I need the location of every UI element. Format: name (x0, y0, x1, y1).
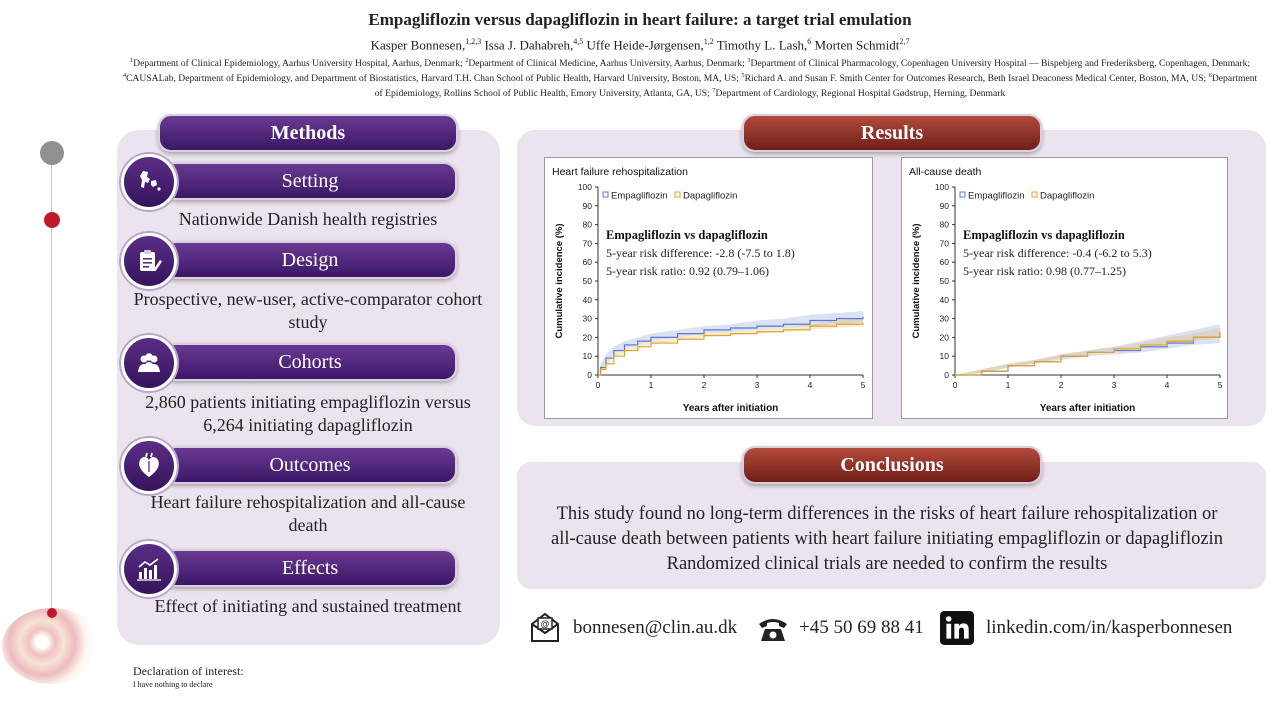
conclusion-line: Randomized clinical trials are needed to confirm the results (666, 554, 1108, 574)
svg-text:@: @ (540, 619, 550, 629)
clipboard-pen-icon (121, 233, 177, 289)
author-name: Issa J. Dahabreh, (481, 37, 574, 53)
methods-section-text: Heart failure rehospitalization and all-cause death (150, 492, 466, 535)
y-tick-label: 70 (582, 238, 592, 249)
y-tick-label: 40 (939, 294, 949, 305)
affiliation-text: Department of Clinical Medicine, Aarhus University, Aarhus, Denmark; (468, 58, 748, 70)
methods-section-label: Effects (163, 549, 457, 587)
timeline-dot-gray (40, 141, 64, 165)
author-affiliation-number: 4,5 (573, 37, 584, 46)
legend-label: Empagliflozin (611, 190, 668, 202)
x-tick-label: 1 (1005, 380, 1011, 390)
affiliation-text: Department of Clinical Epidemiology, Aarhus University Hospital, Aarhus, Denmark; (133, 58, 466, 70)
author-affiliation-number: 2,7 (899, 37, 910, 46)
contact-email[interactable]: bonnesen@clin.au.dk (573, 617, 738, 638)
affiliation-number: 6 (1208, 71, 1212, 79)
methods-section-text: Effect of initiating and sustained treatment (154, 596, 462, 616)
author-name: Timothy L. Lash, (713, 37, 808, 53)
legend-swatch (960, 192, 965, 197)
y-tick-label: 70 (939, 238, 949, 249)
declaration-heading: Declaration of interest: (133, 664, 244, 678)
affiliation-number: 3 (747, 57, 751, 64)
contact-linkedin[interactable]: linkedin.com/in/kasperbonnesen (986, 617, 1233, 638)
annotation-risk-ratio: 5-year risk ratio: 0.92 (0.79–1.06) (606, 264, 769, 278)
methods-section-text: 2,860 patients initiating empagliflozin versus 6,264 initiating dapagliflozin (145, 392, 471, 435)
legend-label: Dapagliflozin (683, 190, 738, 202)
y-tick-label: 80 (939, 219, 949, 230)
y-tick-label: 60 (582, 257, 592, 268)
bar-chart-icon (121, 541, 177, 597)
x-tick-label: 2 (1058, 380, 1064, 390)
y-axis-label: Cumulative incidence (%) (911, 223, 922, 339)
affiliation-text: Richard A. and Susan F. Smith Center for Outcomes Research, Beth Israel Deaconess Medical Center, Boston, MA, US; (744, 72, 1209, 84)
affiliation-text: CAUSALab, Department of Epidemiology, and Department of Biostatistics, Harvard T.H. Chan School of Public Health, Harvard University, Boston, MA, US; (126, 72, 742, 84)
methods-heading: Methods (158, 114, 458, 152)
contact-phone[interactable]: +45 50 69 88 41 (799, 617, 924, 638)
legend-swatch (1032, 192, 1037, 197)
chart-hf-rehospitalization-svg (545, 158, 872, 418)
chart-title: All-cause death (909, 166, 982, 178)
y-tick-label: 0 (587, 370, 592, 380)
declaration-text: I have nothing to declare (133, 680, 213, 689)
annotation-risk-difference: 5-year risk difference: -0.4 (-6.2 to 5.3) (963, 246, 1152, 260)
y-tick-label: 60 (939, 257, 949, 268)
y-tick-label: 10 (939, 351, 949, 362)
chart-all-cause-death (901, 157, 1228, 419)
x-tick-label: 4 (1164, 380, 1170, 390)
annotation-heading: Empagliflozin vs dapagliflozin (963, 228, 1125, 242)
author-name: Uffe Heide-Jørgensen, (583, 37, 704, 53)
y-tick-label: 50 (582, 276, 592, 286)
annotation-risk-difference: 5-year risk difference: -2.8 (-7.5 to 1.8) (606, 246, 795, 260)
methods-section-text: Nationwide Danish health registries (178, 209, 438, 229)
y-tick-label: 90 (939, 200, 949, 211)
x-tick-label: 5 (1217, 380, 1223, 390)
affiliation-text: Department of Epidemiology, Rollins School of Public Health, Emory University, Atlanta, GA, US; (374, 72, 1258, 99)
methods-section-label: Outcomes (163, 446, 457, 484)
legend-label: Dapagliflozin (1040, 190, 1095, 202)
author-name: Kasper Bonnesen, (370, 37, 466, 53)
timeline-dot-red-bottom (47, 608, 57, 618)
y-tick-label: 40 (582, 294, 592, 305)
author-affiliation-number: 1,2,3 (465, 37, 482, 46)
y-tick-label: 20 (582, 332, 592, 343)
author-list (0, 37, 1280, 53)
methods-section-label: Design (163, 241, 457, 279)
x-tick-label: 0 (952, 380, 958, 390)
conclusions-heading: Conclusions (742, 446, 1042, 484)
people-group-icon (121, 335, 177, 391)
legend-swatch (675, 192, 680, 197)
chart-all-cause-death-svg (902, 158, 1227, 418)
email-icon (529, 611, 561, 648)
y-axis-label: Cumulative incidence (%) (554, 223, 565, 339)
x-axis-label: Years after initiation (682, 403, 779, 414)
y-tick-label: 10 (582, 351, 592, 362)
legend-label: Empagliflozin (968, 190, 1025, 202)
author-affiliation-number: 6 (807, 37, 812, 46)
decorative-swirl (2, 608, 102, 684)
chart-title: Heart failure rehospitalization (552, 166, 688, 178)
author-name: Morten Schmidt (811, 37, 900, 53)
affiliation-number: 7 (712, 86, 716, 94)
affiliation-number: 1 (129, 57, 134, 64)
timeline-dot-red (44, 212, 60, 228)
x-tick-label: 3 (754, 380, 760, 390)
y-tick-label: 90 (582, 200, 592, 211)
x-tick-label: 0 (595, 380, 601, 390)
affiliation-text: Department of Cardiology, Regional Hospital Gødstrup, Herning, Denmark (715, 87, 1006, 99)
x-tick-label: 3 (1111, 380, 1117, 390)
y-tick-label: 30 (939, 313, 949, 324)
conclusion-line: all-cause death between patients with heart failure initiating empagliflozin or dapagliflozin (551, 529, 1223, 549)
heart-icon (121, 438, 177, 494)
y-tick-label: 0 (944, 370, 949, 380)
y-tick-label: 20 (939, 332, 949, 343)
phone-icon (757, 613, 789, 650)
methods-section-text: Prospective, new-user, active-comparator cohort study (133, 289, 483, 332)
legend-swatch (603, 192, 608, 197)
y-tick-label: 30 (582, 313, 592, 324)
affiliations (120, 56, 1260, 100)
annotation-risk-ratio: 5-year risk ratio: 0.98 (0.77–1.25) (963, 264, 1126, 278)
x-tick-label: 1 (648, 380, 654, 390)
methods-section-label: Setting (163, 162, 457, 200)
y-tick-label: 80 (582, 219, 592, 230)
author-affiliation-number: 1,2 (703, 37, 714, 46)
affiliation-number: 4 (122, 71, 127, 79)
y-tick-label: 50 (939, 276, 949, 286)
affiliation-text: Department of Clinical Pharmacology, Copenhagen University Hospital — Bispebjerg and Frederiksberg, Copenhagen, Denmark; (750, 58, 1251, 70)
affiliation-number: 2 (465, 57, 469, 64)
denmark-map-icon (121, 154, 177, 210)
conclusion-line: This study found no long-term differences in the risks of heart failure rehospitalization or (556, 504, 1218, 524)
y-tick-label: 100 (577, 182, 592, 192)
chart-hf-rehospitalization (544, 157, 873, 419)
poster-title: Empagliflozin versus dapagliflozin in heart failure: a target trial emulation (368, 10, 912, 29)
x-tick-label: 2 (701, 380, 707, 390)
annotation-heading: Empagliflozin vs dapagliflozin (606, 228, 768, 242)
methods-section-label: Cohorts (163, 343, 457, 381)
y-tick-label: 100 (934, 182, 949, 192)
x-tick-label: 4 (807, 380, 813, 390)
affiliation-number: 5 (741, 71, 745, 79)
results-heading: Results (742, 114, 1042, 152)
x-tick-label: 5 (860, 380, 866, 390)
linkedin-icon (940, 611, 974, 650)
conclusions-text (520, 502, 1254, 577)
x-axis-label: Years after initiation (1039, 403, 1136, 414)
